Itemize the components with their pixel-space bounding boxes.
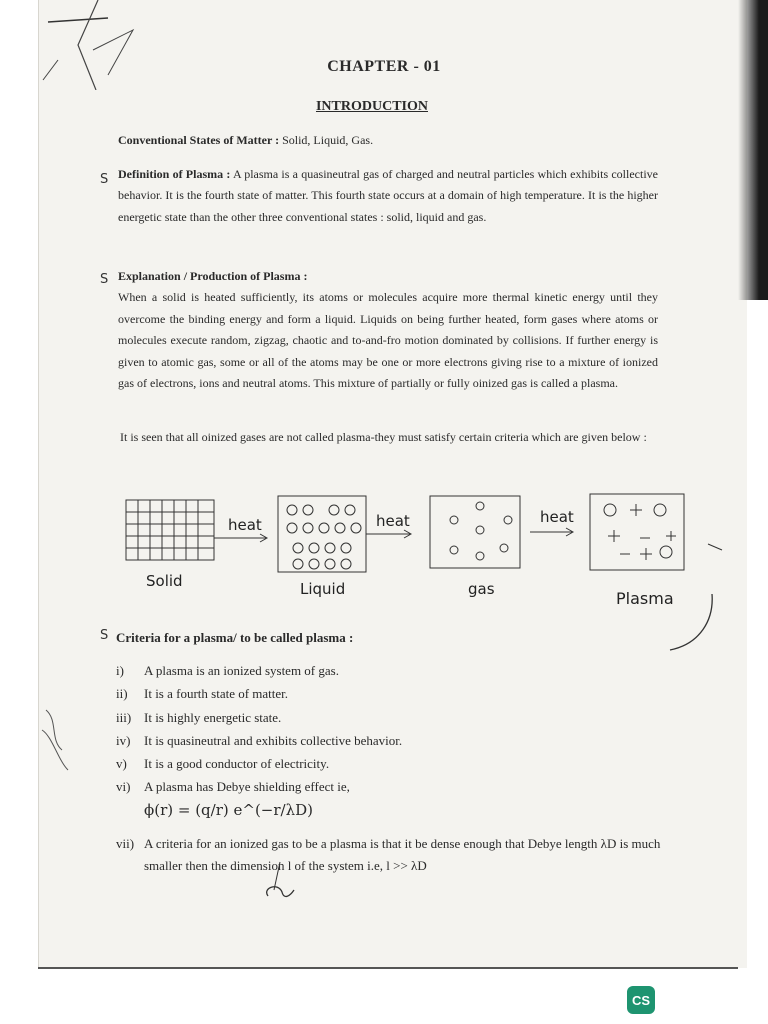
chapter-title: CHAPTER - 01 bbox=[327, 58, 441, 75]
gas-box bbox=[430, 496, 520, 568]
liquid-label: Liquid bbox=[300, 580, 346, 598]
page-bottom-line bbox=[38, 967, 738, 969]
criteria-intro: It is seen that all oinized gases are not called plasma-they must satisfy certain criteria which are given below : bbox=[120, 430, 647, 444]
camscanner-logo: CS bbox=[627, 986, 655, 1014]
plasma-particles bbox=[604, 504, 676, 560]
scan-shadow bbox=[738, 0, 768, 300]
plasma-label: Plasma bbox=[616, 589, 674, 608]
list-item: iii) It is highly energetic state. bbox=[116, 709, 282, 725]
liquid-box bbox=[278, 496, 366, 572]
margin-mark-3: S bbox=[100, 628, 109, 643]
solid-box bbox=[126, 500, 214, 560]
definition-label: Definition of Plasma : bbox=[118, 167, 231, 181]
criteria-item-7: vii) A criteria for an ionized gas to be a plasma is that it be dense enough that Debye length λD is much smaller then the dimension l of the system i.e, l >> λD bbox=[116, 836, 661, 873]
criteria-list bbox=[116, 659, 716, 799]
explanation-label: Explanation / Production of Plasma : bbox=[118, 269, 308, 283]
conventional-label: Conventional States of Matter : bbox=[118, 133, 280, 147]
gas-molecules bbox=[450, 502, 512, 560]
heat-label-1: heat bbox=[228, 516, 262, 534]
heat-label-3: heat bbox=[540, 508, 574, 526]
list-item: vi) A plasma has Debye shielding effect ie, bbox=[116, 779, 350, 795]
criteria-heading: Criteria for a plasma/ to be called plasma : bbox=[116, 630, 354, 645]
heat-label-2: heat bbox=[376, 512, 410, 530]
list-item: v) It is a good conductor of electricity. bbox=[116, 756, 330, 772]
list-item: ii) It is a fourth state of matter. bbox=[116, 686, 289, 702]
states-diagram bbox=[110, 490, 730, 620]
gas-label: gas bbox=[468, 580, 495, 598]
definition-paragraph bbox=[118, 164, 658, 228]
margin-curve bbox=[660, 590, 730, 660]
margin-scribble bbox=[38, 700, 88, 780]
conventional-text: Solid, Liquid, Gas. bbox=[282, 133, 374, 147]
list-item: iv) It is quasineutral and exhibits collective behavior. bbox=[116, 732, 403, 748]
definition-text: A plasma is a quasineutral gas of charged and neutral particles which exhibits collective behavior. It is the fourth state of matter. This fourth state occurs at a domain of high temperature. It is the higher energetic state than the other three conventional states : solid, liquid and gas. bbox=[118, 167, 658, 224]
explanation-paragraph bbox=[118, 266, 658, 394]
plasma-box bbox=[590, 494, 684, 570]
section-title: INTRODUCTION bbox=[315, 99, 428, 114]
solid-label: Solid bbox=[146, 572, 183, 590]
list-item: i) A plasma is an ionized system of gas. bbox=[116, 663, 339, 678]
debye-formula: ϕ(r) = (q/r) e^(−r/λD) bbox=[144, 801, 313, 819]
conventional-states bbox=[118, 130, 658, 151]
margin-mark-2: S bbox=[100, 272, 109, 287]
handwritten-mark bbox=[260, 860, 310, 910]
explanation-text: When a solid is heated sufficiently, its atoms or molecules acquire more thermal kinetic energy until they overcome the binding energy and form a liquid. Liquids on being further heated, form gases where atoms or molecules execute random, zigzag, chaotic and to-and-fro motion dominated by collisions. If further energy is given to atomic gas, some or all of the atoms may be one or more electrons giving rise to a mixture of ionized gas of electrons, ions and neutral atoms. This mixture of partially or fully oinized gas is called a plasma. bbox=[118, 290, 658, 391]
liquid-molecules bbox=[287, 505, 361, 569]
margin-mark-1: S bbox=[100, 172, 109, 187]
